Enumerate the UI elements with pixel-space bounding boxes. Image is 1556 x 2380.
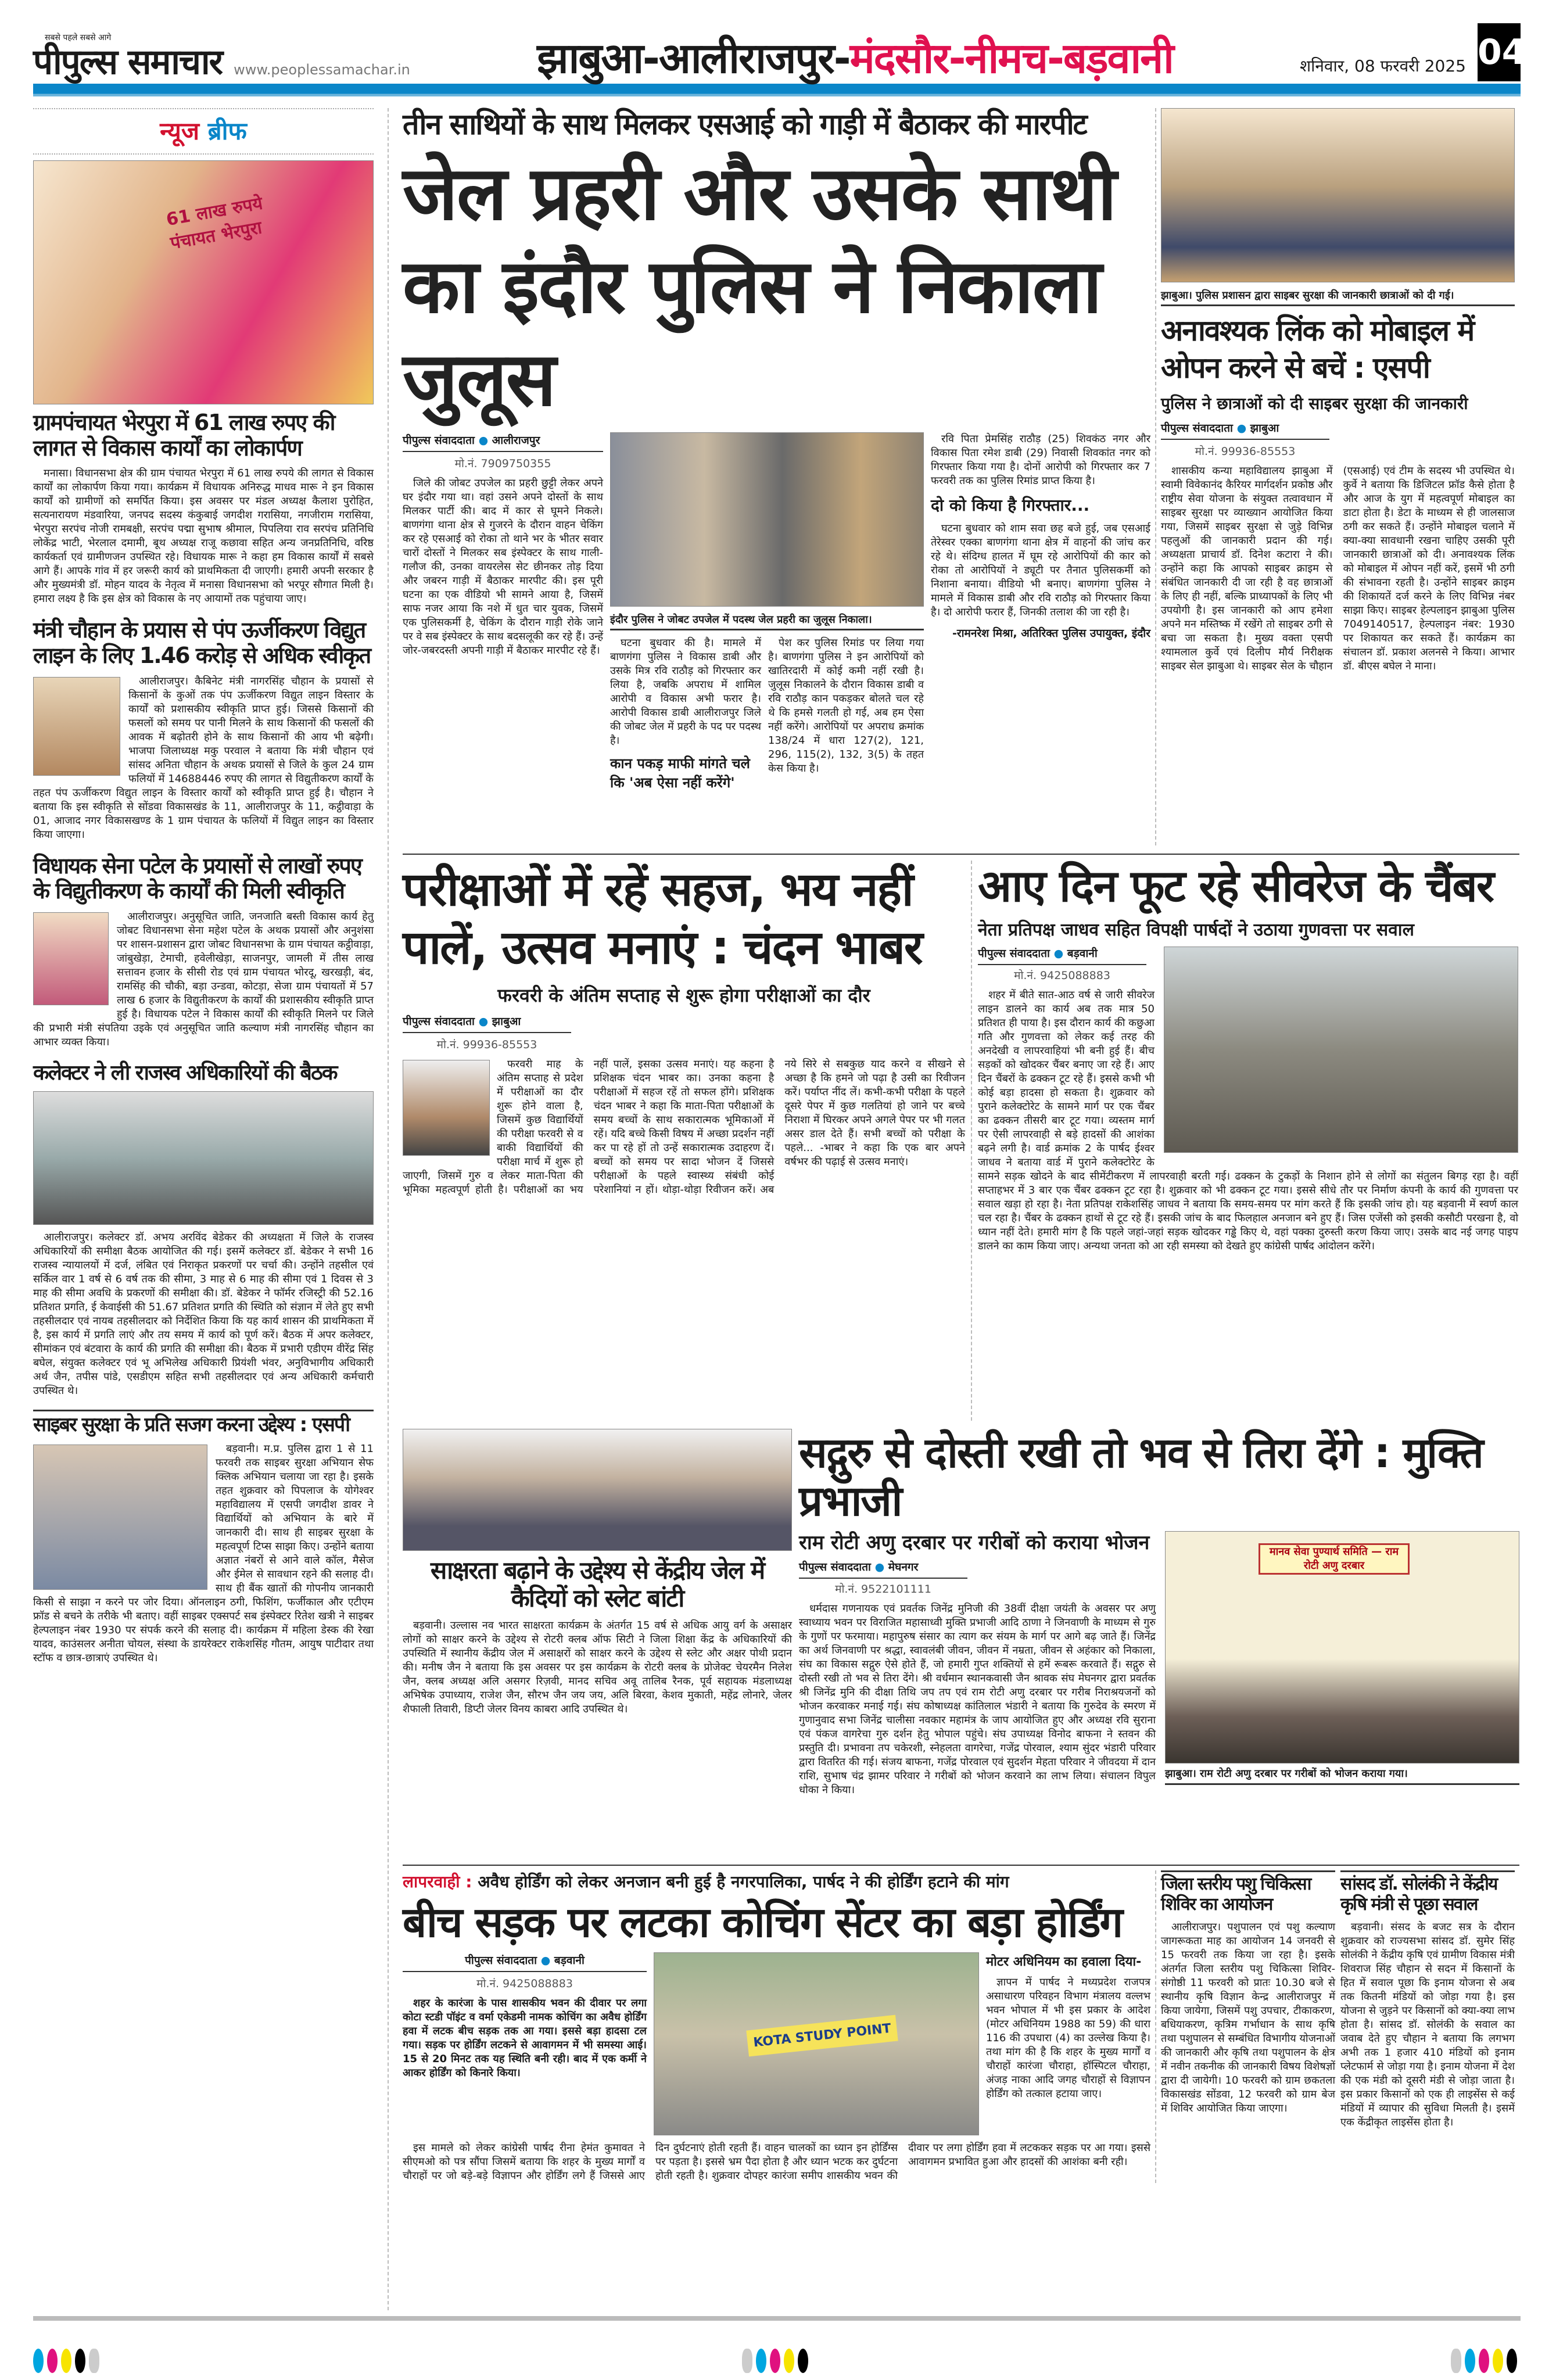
paragraph: शहर के कारंजा के पास शासकीय भवन की दीवार पर लगा कोटा स्टडी पॉइंट व वर्मा एकेडमी नामक कोचिंग का अवैध होर्डिंग हवा में लटक बीच सड़क तक आ गया। इससे बड़ा हादसा टल गया। सड़क पर होर्डिंग लटकने से आवागमन में भी समस्या आई। 15 से 20 मिनट तक यह स्थिति बनी रही। बाद में एक कर्मी ने आकर होर्डिंग को किनारे किया। bbox=[403, 1997, 647, 2079]
paragraph: बड़वानी। म.प्र. पुलिस द्वारा 1 से 11 फरवरी तक साइबर सुरक्षा अभियान सेफ क्लिक अभियान चलाया जा रहा है। इसके तहत शुक्रवार को पिपलाज के योगेश्वर महाविद्यालय में एसपी जगदीश डावर ने विद्यार्थियों को अभियान के बारे में जानकारी दी। साथ ही साइबर सुरक्षा के महत्वपूर्ण टिप्स साझा किए। उन्होंने बताया अज्ञात नंबरों से आने वाले कॉल, मैसेज और ईमेल से सावधान रहने की सलाह दी। साथ ही बैंक खातों की गोपनीय जानकारी किसी से साझा न करने पर जोर दिया। ऑनलाइन ठगी, फिशिंग, फर्जीकाल और एटीएम फ्रॉड से बचने के तरीके भी बताए। वहीं साइबर एक्सपर्ट सब इंस्पेक्टर रितेश खत्री ने साइबर हेल्पलाइन नंबर 1930 पर संपर्क करने की सलाह दी। कार्यक्रम में महिला डेस्क की रेखा यादव, काउंसलर अनीता चोयल, संस्था के डायरेक्टर राकेशसिंह गौतम, आयुष पाटीदार तथा स्टॉफ व छात्र-छात्राएं उपस्थित थे। bbox=[33, 1442, 374, 1664]
subhead-cyber-students: पुलिस ने छात्राओं को दी साइबर सुरक्षा की जानकारी bbox=[1161, 394, 1468, 413]
ram-roti-caption: झाबुआ। राम रोटी अणु दरबार पर गरीबों को भोजन कराया गया। bbox=[1165, 1767, 1519, 1785]
cyber-awareness-photo bbox=[33, 1445, 207, 1590]
page-number: 04 bbox=[1478, 23, 1521, 81]
masthead-title-black: झाबुआ-आलीराजपुर- bbox=[537, 33, 850, 83]
article-body-literacy bbox=[403, 1619, 792, 1716]
headline-exams: परीक्षाओं में रहें सहज, भय नहीं पालें, उत्सव मनाएं : चंदन भाबर bbox=[403, 862, 922, 974]
hoarding-col-3 bbox=[986, 1952, 1150, 2101]
paragraph: आलीराजपुर। अनुसूचित जाति, जनजाति बस्ती विकास कार्य हेतु जोबट विधानसभा सेना महेश पटेल के अथक प्रयासों और अनुशंसा पर शासन-प्रशासन द्वारा जोबट विधानसभा के ग्राम पंचायत कट्ठीवाड़ा, जांबुखेड़ा, टेमाची, हवेलीखेड़ा, साजनपुर, जामली में तीस लाख सत्तावन हजार के सीसी रोड एवं ग्राम पंचायत भोरदू, खरखड़ी, बंद, रामसिंह की चौकी, बड़ा उन्डवा, कोटड़ा, सेजा ग्राम पंचायतों में 57 लाख 6 हजार के विद्युतीकरण के कार्यों की प्रशासकीय स्वीकृति प्राप्त हुई है। विधायक पटेल ने विकास कार्यों की स्वीकृति मिलने पर जिले की प्रभारी मंत्री संपतिया उइके एवं अनुसूचित जाति कल्याण मंत्री नागरसिंह चौहान का आभार व्यक्त किया। bbox=[33, 911, 374, 1049]
column-divider bbox=[1155, 1870, 1156, 2183]
top-story-col-1 bbox=[403, 432, 603, 658]
column-divider bbox=[1155, 108, 1156, 845]
hoarding-columns bbox=[403, 1952, 1150, 2135]
reporter-place: बड़वानी bbox=[1067, 947, 1098, 960]
cyber-lecture-photo bbox=[1161, 108, 1515, 282]
paragraph: ज्ञापन में पार्षद ने मध्यप्रदेश राजपत्र असाधारण परिवहन विभाग मंत्रालय वल्लभ भवन भोपाल में भी इस प्रकार के आदेश (मोटर अधिनियम 1988 का 59) की धारा 116 की उपधारा (4) का उल्लेख किया है। तथा मांग की है कि शहर के मुख्य मार्गों व चौराहों कारंजा चौराहा, हॉस्पिटल चौराहा, अंजड़ नाका आदि जगह चौराहों से विज्ञापन होर्डिंग को तत्काल हटाया जाए। bbox=[986, 1976, 1150, 2100]
top-story-columns bbox=[403, 432, 1150, 792]
byline-cyber-jhabua bbox=[1161, 420, 1329, 458]
literacy-story bbox=[403, 1429, 792, 1716]
mla-photo bbox=[33, 912, 109, 1005]
article-body-cyber-jhabua bbox=[1161, 464, 1515, 673]
exam-story bbox=[403, 861, 965, 1197]
logo-text: पीपुल्स समाचार bbox=[33, 42, 223, 83]
top-story-col-2a bbox=[610, 636, 761, 792]
chandan-bhabar-photo bbox=[403, 1060, 490, 1156]
header-divider-bar bbox=[33, 84, 1521, 96]
reporter-name: पीपुल्स संवाददाता bbox=[1161, 422, 1233, 435]
sewer-story bbox=[978, 861, 1518, 1253]
hoarding-lead bbox=[403, 1997, 647, 2080]
reporter-phone: मो.नं. 99936-85553 bbox=[1195, 445, 1296, 458]
article-body-mla bbox=[33, 910, 374, 1049]
top-band bbox=[403, 108, 1519, 854]
article-body-exams bbox=[403, 1058, 965, 1197]
reporter: पीपुल्स संवाददाता ● बड़वानी bbox=[403, 1952, 647, 1972]
issue-date: शनिवार, 08 फरवरी 2025 bbox=[1300, 56, 1466, 76]
headline-collector-meeting: कलेक्टर ने ली राजस्व अधिकारियों की बैठक bbox=[33, 1061, 337, 1085]
news-brief-box bbox=[33, 108, 374, 155]
top-story-col-2 bbox=[610, 432, 924, 792]
reporter-phone: मो.नं. 9425088883 bbox=[476, 1977, 573, 1990]
paragraph: घटना बुधवार की है। मामले में बाणगंगा पुलिस ने विकास डाबी और उसके मित्र रवि राठौड़ को गिरफ्तार कर लिया है, जबकि अपराध में शामिल आरोपी व विकास अभी फरार है। आरोपी विकास डाबी आलीराजपुर जिले की जोबट जेल में प्रहरी के पद पर पदस्थ है। bbox=[610, 636, 761, 747]
paragraph: बड़वानी। संसद के बजट सत्र के दौरान शुक्रवार को राज्यसभा सांसद डॉ. सुमेर सिंह सोलंकी ने केंद्रीय कृषि एवं ग्रामीण विकास मंत्री शिवराज सिंह चौहान से सदन में किसानों के हित में सवाल पूछा कि इनाम योजना से अब तक कितनी मंडियों को जोड़ा गया है। इस योजना से जुड़ने पर किसानों को क्या-क्या लाभ होता है। सांसद डॉ. सोलंकी के सवाल का जवाब देते हुए चौहान ने बताया कि लगभग अभी तक 1 हजार 410 मंडियों को इनाम प्लेटफार्म से जोड़ा गया है। इनाम योजना में देश की एक मंडी को दूसरी मंडी से जोड़ा जाता है। इस प्रकार किसानों को एक ही लाइसेंस से कई मंडियों में व्यापार की सुविधा मिलती है। इसमें एक केंद्रीकृत लाइसेंस होता है। bbox=[1340, 1921, 1515, 2128]
article-body-pump bbox=[33, 675, 374, 842]
top-story-body-3 bbox=[768, 636, 924, 776]
article-body-sadguru bbox=[799, 1531, 1519, 1798]
paragraph: मनासा। विधानसभा क्षेत्र की ग्राम पंचायत भेरपुरा में 61 लाख रुपये की लागत से विकास कार्यों का लोकार्पण किया गया। कार्यक्रम में विधायक अनिरुद्ध माधव मारू ने इन विकास कार्यों को ग्रामीणों को समर्पित किया। इस अवसर पर मंडल अध्यक्ष कैलाश पुरोहित, सत्यनारायण मंडवारिया, जनपद सदस्य कंकुबाई जगदीश गरासिया, नगजीराम गरासिया, भेरपुरा सरपंच नोजी रामबक्षी, सरपंच पद्मा सुभाष श्रीमाल, पिपलिया राव सरपंच प्रतिनिधि लोकेंद्र भाटी, भेरलाल दमामी, बूथ अध्यक्ष राजू कछावा सहित अन्य जनप्रतिनिधि, वरिष्ठ कार्यकर्ता एवं ग्रामीणजन उपस्थित रहे। विधायक मारू ने कहा हम विकास कार्यों में सबसे आगे हैं। आपके गांव में हर जरूरी कार्य को प्राथमिकता दी जाएगी। हमारी अपनी सरकार है और मुख्यमंत्री डॉ. मोहन यादव के नेतृत्व में मनासा विधानसभा को भरपूर सौगात मिली है। हमारा लक्ष्य है कि इस क्षेत्र को विकास के नए आयामों तक पहुंचाया जाए। bbox=[33, 467, 374, 605]
paragraph: शहर में बीते सात-आठ वर्ष से जारी सीवरेज लाइन डालने का कार्य अब तक मात्र 50 प्रतिशत ही पाया है। इस दौरान कार्य की कछुआ गति और गुणवत्ता को लेकर कई तरह की अनदेखी व लापरवाहियां भी बनी हुई हैं। बीच सड़कों को खोदकर चैंबर बनाए जा रहे हैं। आए दिन चैंबरों के ढक्कन टूट रहे हैं। इससे कभी भी कोई बड़ा हादसा हो सकता है। शुक्रवार को पुराने कलेक्टोरेट के सामने मार्ग पर एक चैंबर का ढक्कन तीसरी बार टूट गया। व्यस्तम मार्ग पर ऐसी लापरवाही से बड़े हादसों की आशंका बढ़ने लगी है। वार्ड क्रमांक 2 के पार्षद ईश्वर जाधव ने बताया वार्ड में पुराने कलेक्टोरेट के सामने सड़क खोदने के बाद सीमेंटीकरण में लापरवाही बरती गई। ढक्कन के टुकड़ों के निशान होने से लोगों का संतुलन बिगड़ रहा है। वहीं सप्ताहभर में 3 बार एक चैंबर ढक्कन टूट रहा है। शुक्रवार को भी ढक्कन टूट गया। इससे सीधे तौर पर निर्माण कंपनी के कार्य की गुणवत्ता पर सवाल खड़ा हो रहा है। नेता प्रतिपक्ष राकेशसिंह जाधव ने बताया कि समय-समय पर मांग करते हैं कि इसकी जांच हो। यह बड़वानी में स्वर्ण काल चल रहा है। चैंबर के ढक्कन हाथों से टूट रहे हैं। इसकी जांच के बाद फिलहाल अनजान बने हुए हैं। जिस एजेंसी को इसकी कसौटी परखना है, वो ध्यान नहीं देते। हमारी मांग है कि पहले जहां-जहां सड़क खोदकर गड्ढे किए थे, वहां पक्का दुरुस्ती करण किया जाए। उसके बाद नई जगह पाइप डालने का काम किया जाए। अन्यथा जनता को आ रही समस्या को देखते हुए कांग्रेसी पार्षद आंदोलन करेंगे। bbox=[978, 989, 1518, 1253]
pull-quote: कान पकड़ माफी मांगते चले कि 'अब ऐसा नहीं करेंगे' bbox=[610, 755, 750, 791]
hoarding-col-1 bbox=[403, 1952, 647, 2080]
headline-mla-electrification: विधायक सेना पटेल के प्रयासों से लाखों रुपए के विद्युतीकरण के कार्यों की मिली स्वीकृति bbox=[33, 852, 361, 904]
reporter-place: झाबुआ bbox=[492, 1015, 521, 1028]
reporter: पीपुल्स संवाददाता ● झाबुआ bbox=[1161, 420, 1329, 440]
top-story-col-3 bbox=[931, 432, 1150, 640]
subhead-arrested: दो को किया है गिरफ्तार... bbox=[931, 495, 1090, 515]
sadguru-story bbox=[799, 1429, 1519, 1797]
headline-cyber-sp: साइबर सुरक्षा के प्रति सजग करना उद्देश्य : एसपी bbox=[33, 1410, 374, 1436]
paragraph: फरवरी माह के अंतिम सप्ताह से प्रदेश में परीक्षाओं का दौर शुरू होने वाला है, जिसमें कुछ विद्यार्थियों की परीक्षा फरवरी से व बाकी विद्यार्थियों की परीक्षा मार्च में शुरू हो जाएगी, जिसमें गुरु व लेकर माता-पिता की भूमिका महत्वपूर्ण होती है। परीक्षाओं का भय नहीं पालें, इसका उत्सव मनाएं। यह कहना है प्रशिक्षक चंदन भाबर का। उनका कहना है परीक्षाओं में सहज रहें तो सफल होंगे। प्रशिक्षक चंदन भाबर ने कहा कि माता-पिता परीक्षाओं के समय बच्चों के साथ सकारात्मक भूमिकाओं में रहें। यदि बच्चे किसी विषय में अच्छा प्रदर्शन नहीं कर पा रहे हों तो उन्हें सकारात्मक उदाहरण दें। बच्चों को समय पर सादा भोजन दें जिससे परीक्षाओं के पहले स्वास्थ्य संबंधी कोई परेशानियां न हों। थोड़ा-थोड़ा रिवीजन करें। अब नये सिरे से सबकुछ याद करने व सीखने से अच्छा है कि हमने जो पढ़ा है उसी का रिवीजन करें। पर्याप्त नींद लें। कभी-कभी परीक्षा के पहले दूसरे पेपर में कुछ गलतियां हो जाने पर बच्चे निराशा में घिरकर अपने अगले पेपर पर भी गलत असर डाल देते हैं। सभी बच्चों को परीक्षा के पहले... -भाबर ने कहा कि एक बार अपने वर्षभर की पढ़ाई से उत्सव मनाएं। bbox=[403, 1058, 965, 1196]
reporter-name: पीपुल्स संवाददाता bbox=[978, 947, 1050, 960]
reporter-phone: मो.नं. 99936-85553 bbox=[436, 1038, 537, 1051]
subhead-exams: फरवरी के अंतिम सप्ताह से शुरू होगा परीक्षाओं का दौर bbox=[497, 984, 870, 1006]
paragraph: धर्मदास गणनायक एवं प्रवर्तक जिनेंद्र मुनिजी की 38वीं दीक्षा जयंती के अवसर पर अणु स्वाध्याय भवन पर विराजित महासाध्वी मुक्ति प्रभाजी आदि ठाणा ने जिनवाणी के माध्यम से गुरु के गुणों पर फरमाया। महापुरुष संसार का त्याग कर संयम के मार्ग पर आगे बढ़ जाते हैं। जिनेंद्र का अर्थ जिनवाणी पर श्रद्धा, स्वावलंबी जीवन, जीवन में नम्रता, जीवन से अहंकार को निकाला, संघ का विकास सद्गुरु ऐसे होते हैं, जो हमारी गुप्त शक्तियों से हमें रूबरू करवाते हैं। सद्गुरु से दोस्ती रखी तो भव से तिरा देंगे। श्री वर्धमान स्थानकवासी जैन श्रावक संघ मेघनगर द्वारा प्रवर्तक श्री जिनेंद्र मुनि की दीक्षा तिथि जप तप एवं राम रोटी अणु दरबार पर गरीब निराश्रयजनों को भोजन करवाकर मनाई गई। संघ कोषाध्यक्ष कांतिलाल भंडारी ने बताया कि गुरुदेव के स्मरण में गुणानुवाद सभा जिनेंद्र चालीसा नवकार महामंत्र के जाप आयोजित हुए और अध्यक्ष रवि सुराना एवं पंकज वागरेचा गुरु दर्शन हेतु भोपाल पहुंचे। संघ उपाध्यक्ष विनोद बाफना ने स्तवन की प्रस्तुति दी। प्रभावना तप चकेरशी, स्नेहलता वागरेचा, गजेंद्र पोरवाल, श्याम सुंदर भंडारी परिवार द्वारा वितरित की गई। संजय बाफना, गजेंद्र पोरवाल एवं सुदर्शन मेहता परिवार ने जीवदया में दान राशि, सुभाष चंद्र झामर परिवार ने गरीबों को भोजन करवाने का लाभ लिया। संचालन विपुल धोका ने किया। bbox=[799, 1603, 1156, 1797]
top-story bbox=[403, 108, 1150, 792]
bottom-band bbox=[403, 1865, 1519, 2183]
headline-hoarding: बीच सड़क पर लटका कोचिंग सेंटर का बड़ा होर्डिंग bbox=[403, 1898, 1122, 1947]
reporter-phone: मो.नं. 7909750355 bbox=[454, 457, 551, 470]
reporter: पीपुल्स संवाददाता ● मेघनगर bbox=[799, 1560, 967, 1579]
article-body-sewer bbox=[978, 947, 1518, 1253]
masthead-title-red: मंदसौर-नीमच-बड़वानी bbox=[849, 33, 1173, 83]
byline-meghnagar bbox=[799, 1560, 967, 1596]
reporter-place: झाबुआ bbox=[1250, 422, 1279, 435]
byline-top-story bbox=[403, 432, 603, 471]
bottom-right-briefs bbox=[1161, 1870, 1515, 2130]
paragraph: पेश कर पुलिस रिमांड पर लिया गया है। बाणगंगा पुलिस ने इन आरोपियों को खातिरदारी में कोई कमी नहीं रखी है। जुलूस निकालने के दौरान विकास डाबी व रवि राठौड़ कान पकड़कर बोलते चल रहे थे कि हमसे गलती हो गई, अब हम ऐसा नहीं करेंगे। आरोपियों पर अपराध क्रमांक 138/24 में धारा 127(2), 121, 296, 115(2), 132, 3(5) के तहत केस किया है। bbox=[768, 636, 924, 775]
jail-slate-photo bbox=[403, 1429, 792, 1551]
middle-band bbox=[403, 854, 1519, 1429]
ram-roti-photo-block bbox=[1165, 1531, 1519, 1785]
hoarding-photo bbox=[654, 1952, 979, 2135]
photo-sign-text: मानव सेवा पुण्यार्थ समिति — राम रोटी अणु दरबार bbox=[1259, 1543, 1410, 1575]
registration-marks-center bbox=[742, 2349, 812, 2375]
headline-sewer: आए दिन फूट रहे सीवरेज के चैंबर bbox=[978, 860, 1493, 912]
official-signoff: -रामनरेश मिश्रा, अतिरिक्त पुलिस उपायुक्त, इंदौर bbox=[952, 626, 1150, 640]
top-story-body-5 bbox=[931, 522, 1150, 619]
reporter-name: पीपुल्स संवाददाता bbox=[403, 1015, 475, 1028]
inauguration-photo bbox=[33, 160, 374, 404]
headline-top-story: जेल प्रहरी और उसके साथी का इंदौर पुलिस ने निकाला जुलूस bbox=[403, 150, 1116, 423]
logo-tagline: सबसे पहले सबसे आगे bbox=[45, 33, 112, 42]
masthead bbox=[33, 23, 1526, 83]
kicker-label: लापरवाही : bbox=[403, 1872, 472, 1891]
sewer-protest-photo bbox=[1164, 947, 1518, 1153]
kicker-text: अवैध होर्डिंग को लेकर अनजान बनी हुई है नगरपालिका, पार्षद ने की होर्डिंग हटाने की मांग bbox=[478, 1872, 1009, 1891]
paragraph: बड़वानी। उल्लास नव भारत साक्षरता कार्यक्रम के अंतर्गत 15 वर्ष से अधिक आयु वर्ग के असाक्षर लोगों को साक्षर करने के उद्देश्य से रोटरी क्लब ऑफ सिटी ने जिला शिक्षा केंद्र के अधिकारियों की उपस्थिति में स्थानीय केंद्रीय जेल में असाक्षरों को साक्षर करने के उद्देश्य से स्लेट और अक्षर पोथी प्रदान की। मनीष जैन ने बताया कि इस अवसर पर इस कार्यक्रम के रोटरी क्लब के प्रोजेक्ट चेयरमैन निलेश जैन, क्लब अध्यक्ष अलि असगर रिज़वी, मानद सचिव अवू तालिब रैनक, पूर्व सहायक मंडलाध्यक्ष अभिषेक उपाध्याय, राजेश जैन, सौरभ जैन जय जय, अलि बिरवा, केशव मुकाती, महेंद्र लोनारे, जेलर शैफाली तिवारी, डिप्टी जेलर विनय काबरा आदि उपस्थित थे। bbox=[403, 1619, 792, 1715]
cyber-lecture-caption: झाबुआ। पुलिस प्रशासन द्वारा साइबर सुरक्षा की जानकारी छात्राओं को दी गई। bbox=[1161, 288, 1515, 306]
reporter-place: आलीराजपुर bbox=[492, 433, 540, 447]
article-body-bherpura bbox=[33, 467, 374, 606]
page-body bbox=[33, 108, 1521, 2310]
top-story-body-4 bbox=[931, 432, 1150, 488]
news-brief-label-a: न्यूज bbox=[160, 117, 200, 145]
subhead-ram-roti: राम रोटी अणु दरबार पर गरीबों को कराया भोजन bbox=[799, 1530, 1150, 1554]
headline-sadguru: सद्गुरु से दोस्ती रखी तो भव से तिरा देंगे : मुक्ति प्रभाजी bbox=[799, 1428, 1483, 1525]
collector-meeting-photo bbox=[33, 1091, 374, 1225]
newspaper-logo bbox=[33, 34, 222, 81]
headline-literacy: साक्षरता बढ़ाने के उद्देश्य से केंद्रीय जेल में कैदियों को स्लेट बांटी bbox=[430, 1556, 765, 1613]
paragraph: रवि पिता प्रेमसिंह राठौड़ (25) शिवकंठ नगर और विकास पिता रमेश डाबी (29) निवासी शिवकांत नगर को गिरफ्तार किया गया है। दोनों आरोपी को गिरफ्तार कर 7 फरवरी तक का पुलिस रिमांड प्राप्त किया है। bbox=[931, 432, 1150, 487]
article-body-cyber-sp bbox=[33, 1442, 374, 1665]
reporter-name: पीपुल्स संवाददाता bbox=[465, 1954, 537, 1967]
top-story-body-2 bbox=[610, 636, 761, 748]
paragraph: आलीराजपुर। कैबिनेट मंत्री नागरसिंह चौहान के प्रयासों से किसानों के कुओं तक पंप ऊर्जीकरण विद्युत लाइन विस्तार के कार्यों को प्रशासकीय स्वीकृति प्राप्त हुई। जिससे किसानों की फसलों को समय पर पानी मिलने के साथ किसानों की फसलों की आवक में बढ़ोतरी होने के साथ किसानों की आय भी बढ़ेगी। भाजपा जिलाध्यक्ष मकु परवाल ने बताया कि मंत्री चौहान एवं सांसद अनिता चौहान के अथक प्रयासों से जिले के कुल 24 ग्राम फलियों में 14688446 रुपए की लागत से विद्युतीकरण कार्यों के तहत पंप ऊर्जीकरण विद्युत लाइन के विस्तार कार्यों को स्वीकृति प्राप्त हुई है। चौहान ने बताया कि इस स्वीकृति से सोंडवा विकासखंड के 11, आलीराजपुर के 11, कट्ठीवाड़ा के 01, आजाद नगर विकासखण्ड के 1 ग्राम पंचायत के फलियों में विद्युत लाइन का विस्तार किया जाएगा। bbox=[33, 675, 374, 841]
kicker-top-story: तीन साथियों के साथ मिलकर एसआई को गाड़ी में बैठाकर की मारपीट bbox=[403, 107, 1087, 141]
subhead-sewer: नेता प्रतिपक्ष जाधव सहित विपक्षी पार्षदों ने उठाया गुणवत्ता पर सवाल bbox=[978, 920, 1414, 941]
reporter-phone: मो.नं. 9522101111 bbox=[835, 1583, 931, 1596]
column-divider bbox=[971, 861, 972, 1421]
reporter: पीपुल्स संवाददाता ● झाबुआ bbox=[403, 1013, 571, 1033]
article-body-vet-camp bbox=[1161, 1920, 1335, 2116]
subhead-motor-act: मोटर अधिनियम का हवाला दिया- bbox=[986, 1954, 1142, 1969]
hoarding-banner-text: KOTA STUDY POINT bbox=[746, 2015, 898, 2056]
article-body-hoarding-2 bbox=[986, 1976, 1150, 2101]
headline-mp-question: सांसद डॉ. सोलंकी ने केंद्रीय कृषि मंत्री से पूछा सवाल bbox=[1340, 1870, 1515, 1915]
registration-marks-left bbox=[33, 2349, 103, 2375]
procession-caption: इंदौर पुलिस ने जोबट उपजेल में पदस्थ जेल प्रहरी का जुलूस निकाला। bbox=[610, 612, 924, 630]
kicker-hoarding bbox=[403, 1870, 1150, 1892]
byline-exams bbox=[403, 1013, 571, 1052]
headline-pump-electrification: मंत्री चौहान के प्रयास से पंप ऊर्जीकरण विद्युत लाइन के लिए 1.46 करोड़ से अधिक स्वीकृत bbox=[33, 617, 371, 669]
ram-roti-photo bbox=[1165, 1531, 1519, 1764]
article-body-hoarding bbox=[403, 2141, 1150, 2183]
reporter: पीपुल्स संवाददाता ● बड़वानी bbox=[978, 947, 1146, 965]
paragraph: जिले की जोबट उपजेल का प्रहरी छुट्टी लेकर अपने घर इंदौर गया था। वहां उसने अपने दोस्तों के साथ मिलकर पार्टी की। बाद में कार से घूमने निकले। बाणगंगा थाना क्षेत्र से गुजरने के दौरान वाहन चेकिंग कर रहे एसआई को रोका तो थाने भर के भीतर सवार चारों दोस्तों ने मिलकर सब इंस्पेक्टर के साथ गाली-गलौज की, उनका वायरलेस सेट छीनकर तोड़ दिया और जबरन गाड़ी में बैठाकर मारपीट की। इस पूरी घटना का एक वीडियो भी सामने आया है, जिसमें साफ नजर आया कि नशे में धुत चार युवक, जिसमें एक पुलिसकर्मी है, चेकिंग के दौरान गाड़ी रोके जाने पर वे सब इंस्पेक्टर के साथ बदसलूकी कर रहे हैं। उन्हें जोर-जबरदस्ती अपनी गाड़ी में बैठाकर मारपीट रहे हैं। bbox=[403, 476, 603, 657]
top-story-body-1 bbox=[403, 476, 603, 658]
paragraph: आलीराजपुर। कलेक्टर डॉ. अभय अरविंद बेडेकर की अध्यक्षता में जिले के राजस्व अधिकारियों की समीक्षा बैठक आयोजित की गई। इसमें कलेक्टर डॉ. बेडेकर ने सभी 16 राजस्व न्यायालयों में दर्ज, लंबित एवं निराकृत प्रकरणों पर चर्चा की। उन्होंने तहसील एवं सर्किल वार 1 वर्ष से 6 वर्ष तक की सीमा, 3 माह से 6 माह की सीमा एवं 1 दिवस से 3 माह की सीमा अवधि के प्रकरणों की समीक्षा की। डॉ. बेडेकर ने फॉर्मर रजिस्ट्री की 52.16 प्रतिशत प्रगति, ई केवाईसी की 51.67 प्रतिशत प्रगति की स्थिति को संज्ञान में लेते हुए सभी तहसीलदार एवं नायब तहसीलदार को निर्देशित किया कि यह कार्य शासन की प्राथमिकता में है, इस कार्य में प्रगति लाएं और तय समय में कार्य को पूर्ण करें। बैठक में अपर कलेक्टर, सीमांकन एवं बंटवारा के कार्य की प्रगति की समीक्षा की। बैठक में प्रभारी एडीएम वीरेंद्र सिंह बघेल, संयुक्त कलेक्टर एवं भू अभिलेख अधिकारी प्रियंशी भंवर, अनुविभागीय अधिकारी अर्थ जैन, तपीस पांडे, एसडीएम सहित सभी तहसीलदार एवं अन्य अधिकारी कर्मचारी उपस्थित थे। bbox=[33, 1231, 374, 1397]
top-story-subcolumns bbox=[610, 636, 924, 792]
paragraph: घटना बुधवार को शाम सवा छह बजे हुई, जब एसआई तेरेस्वर एक्का बाणगंगा थाना क्षेत्र में वाहनों की जांच कर रहे थे। संदिग्ध हालत में घूम रहे आरोपियों की कार को रोका तो आरोपियों ने ड्यूटी पर तैनात पुलिसकर्मी को निशाना बनाया। वीडियो भी बनाए। बाणगंगा पुलिस ने मामले में विकास डाबी और रवि राठौड़ को गिरफ्तार किया है। दो आरोपी फरार हैं, जिनकी तलाश की जा रही है। bbox=[931, 522, 1150, 618]
masthead-title bbox=[422, 35, 1288, 81]
reporter-name: पीपुल्स संवाददाता bbox=[799, 1561, 871, 1574]
article-body-mp-question bbox=[1340, 1920, 1515, 2130]
photo-banner-text: 61 लाख रुपये पंचायत भेरपुरा bbox=[164, 193, 264, 254]
lower-band bbox=[403, 1429, 1519, 1865]
website-url[interactable]: www.peoplessamachar.in bbox=[234, 62, 410, 78]
main-news-area bbox=[403, 108, 1519, 2310]
procession-photo bbox=[610, 432, 924, 607]
minister-photo bbox=[33, 677, 120, 776]
vet-camp-story bbox=[1161, 1870, 1335, 2116]
hoarding-story bbox=[403, 1870, 1150, 2183]
reporter-name: पीपुल्स संवाददाता bbox=[403, 433, 475, 447]
registration-marks-right bbox=[1451, 2349, 1521, 2375]
byline-hoarding bbox=[403, 1952, 647, 1991]
article-body-collector bbox=[33, 1231, 374, 1398]
mp-question-story bbox=[1340, 1870, 1515, 2130]
paragraph: शासकीय कन्या महाविद्यालय झाबुआ में स्वामी विवेकानंद कैरियर मार्गदर्शन प्रकोष्ठ और राष्ट्रीय सेवा योजना के संयुक्त तत्वावधान में साइबर सुरक्षा पर व्याख्यान आयोजित किया गया, जिसमें साइबर सुरक्षा से जुड़े विभिन्न पहलुओं की जानकारी प्रदान की गई। अध्यक्षता प्राचार्य डॉ. दिनेश कटारा ने की। उन्होंने कहा कि आपको साइबर क्राइम से संबंधित जानकारी दी जा रही है वह छात्राओं के लिए ही नहीं, बल्कि प्राध्यापकों के लिए भी उपयोगी है। इस जानकारी को आप हमेशा अपने मन मस्तिष्क में रखेंगे तो साइबर ठगी से बचा जा सकता है। मुख्य वक्ता एसपी श्यामलाल कुर्वे एवं दिलीप मौर्य निरीक्षक साइबर सेल झाबुआ थे। साइबर सेल के चौहान (एसआई) एवं टीम के सदस्य भी उपस्थित थे। कुर्वे ने बताया कि डिजिटल फ्रॉड कैसे होता है और आज के युग में महत्वपूर्ण मोबाइल का डाटा होता है। डेटा के माध्यम से ही जालसाज ठगी कर सकते हैं। उन्होंने मोबाइल चलाने में क्या-क्या सावधानी रखना चाहिए उसकी पूरी जानकारी छात्राओं को दी। अनावश्यक लिंक को मोबाइल में ओपन नहीं करें, इसमें भी ठगी की संभावना रहती है। उन्होंने साइबर क्राइम की शिकायतें दर्ज करने के लिए विभिन्न नंबर साझा किए। साइबर हेल्पलाइन झाबुआ पुलिस 7049140517, हेल्पलाइन नंबर: 1930 पर शिकायत कर सकते हैं। कार्यक्रम का संचालन डॉ. प्रकाश अलनसे ने किया। आभार डॉ. बीएस बघेल ने माना। bbox=[1161, 465, 1515, 672]
paragraph: आलीराजपुर। पशुपालन एवं पशु कल्याण जागरूकता माह का आयोजन 14 जनवरी से 15 फरवरी तक किया जा रहा है। इसके अंतर्गत जिला स्तरीय पशु चिकित्सा शिविर-संगोष्ठी 11 फरवरी को प्रातः 10.30 बजे से स्थानीय कृषि विज्ञान केन्द्र आलीराजपुर में किया जायेगा, जिसमें पशु उपचार, टीकाकरण, बधियाकरण, कृत्रिम गर्भाधान के साथ कृषि तथा पशुपालन से सम्बंधित विभागीय योजनाओं की जानकारी और कृषि तथा पशुपालन के क्षेत्र में नवीन तकनीक की जानकारी विषय विशेषज्ञों द्वारा दी जायेगी। 10 फरवरी को ग्राम छकतला विकासखंड सोंडवा, 12 फरवरी को ग्राम बेज में शिविर आयोजित किया जाएगा। bbox=[1161, 1921, 1335, 2114]
reporter: पीपुल्स संवाददाता ● आलीराजपुर bbox=[403, 432, 603, 452]
paragraph: इस मामले को लेकर कांग्रेसी पार्षद रीना हेमंत कुमावत ने सीएमओ को पत्र सौंपा जिसमें बताया कि शहर के मुख्य मार्गों व चौराहों पर जो बड़े-बड़े विज्ञापन और होर्डिंग लगे हैं जिससे आए दिन दुर्घटनाएं होती रहती हैं। वाहन चालकों का ध्यान इन होर्डिंग्स पर पड़ता है। इससे भ्रम पैदा होता है और ध्यान भटक कर दुर्घटना होती रहती है। शुक्रवार दोपहर कारंजा समीप शासकीय भवन की दीवार पर लगा होर्डिंग हवा में लटककर सड़क पर आ गया। इससे आवागमन प्रभावित हुआ और हादसों की आशंका बनी रही। bbox=[403, 2141, 1150, 2182]
headline-vet-camp: जिला स्तरीय पशु चिकित्सा शिविर का आयोजन bbox=[1161, 1870, 1335, 1915]
footer-rule bbox=[33, 2316, 1521, 2380]
headline-bherpura: ग्रामपंचायत भेरपुरा में 61 लाख रुपए की लागत से विकास कार्यों का लोकार्पण bbox=[33, 410, 335, 461]
left-column bbox=[33, 108, 374, 2310]
news-brief-label-b: ब्रीफ bbox=[207, 117, 247, 145]
reporter-place: बड़वानी bbox=[554, 1954, 585, 1967]
byline-sewer bbox=[978, 947, 1146, 983]
reporter-place: मेघनगर bbox=[888, 1561, 919, 1574]
column-divider bbox=[388, 108, 389, 2310]
reporter-phone: मो.नं. 9425088883 bbox=[1014, 969, 1110, 983]
headline-unnecessary-links: अनावश्यक लिंक को मोबाइल में ओपन करने से बचें : एसपी bbox=[1161, 314, 1474, 385]
cyber-jhabua-story bbox=[1161, 108, 1515, 673]
